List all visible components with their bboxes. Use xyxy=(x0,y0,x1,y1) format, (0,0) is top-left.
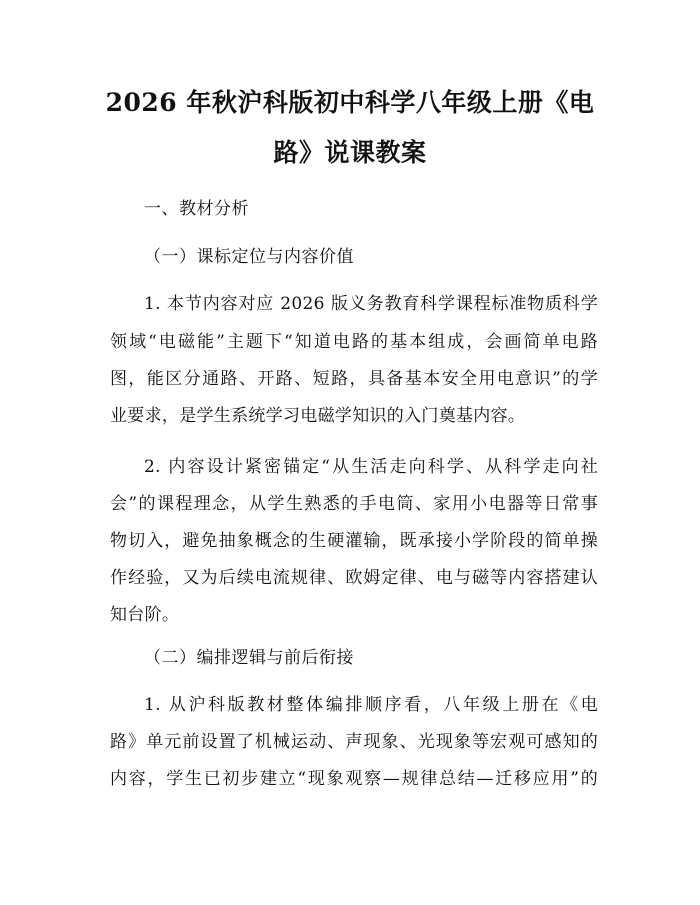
paragraph-line: 物切入，避免抽象概念的生硬灌输，既承接小学阶段的简单操 xyxy=(110,531,598,551)
paragraph-line: 业要求，是学生系统学习电磁学知识的入门奠基内容。 xyxy=(110,406,526,426)
paragraph-line: 领域“电磁能”主题下“知道电路的基本组成，会画简单电路 xyxy=(110,332,598,352)
paragraph-line: 路》单元前设置了机械运动、声现象、光现象等宏观可感知的 xyxy=(110,732,598,752)
paragraph-line: 作经验，又为后续电流规律、欧姆定律、电与磁等内容搭建认 xyxy=(110,568,598,588)
paragraph-line: 2. 内容设计紧密锚定“从生活走向科学、从科学走向社 xyxy=(144,457,598,477)
paragraph-line: 内容，学生已初步建立“现象观察—规律总结—迁移应用”的 xyxy=(110,769,598,789)
document-title-line-2: 路》说课教案 xyxy=(273,138,427,167)
paragraph-line: 会”的课程理念，从学生熟悉的手电筒、家用小电器等日常事 xyxy=(110,494,598,514)
subsection-heading-standards: （一）课标定位与内容价值 xyxy=(144,247,354,267)
paragraph-line: 图，能区分通路、开路、短路，具备基本安全用电意识”的学 xyxy=(110,369,598,389)
document-title-line-1: 2026 年秋沪科版初中科学八年级上册《电 xyxy=(105,88,595,117)
paragraph-line: 1. 本节内容对应 2026 版义务教育科学课程标准物质科学 xyxy=(144,294,598,314)
section-heading-teaching-material-analysis: 一、教材分析 xyxy=(144,199,249,219)
paragraph-line: 1. 从沪科版教材整体编排顺序看，八年级上册在《电 xyxy=(144,695,598,715)
subsection-heading-structure: （二）编排逻辑与前后衔接 xyxy=(144,648,354,668)
paragraph-line: 知台阶。 xyxy=(110,605,180,625)
